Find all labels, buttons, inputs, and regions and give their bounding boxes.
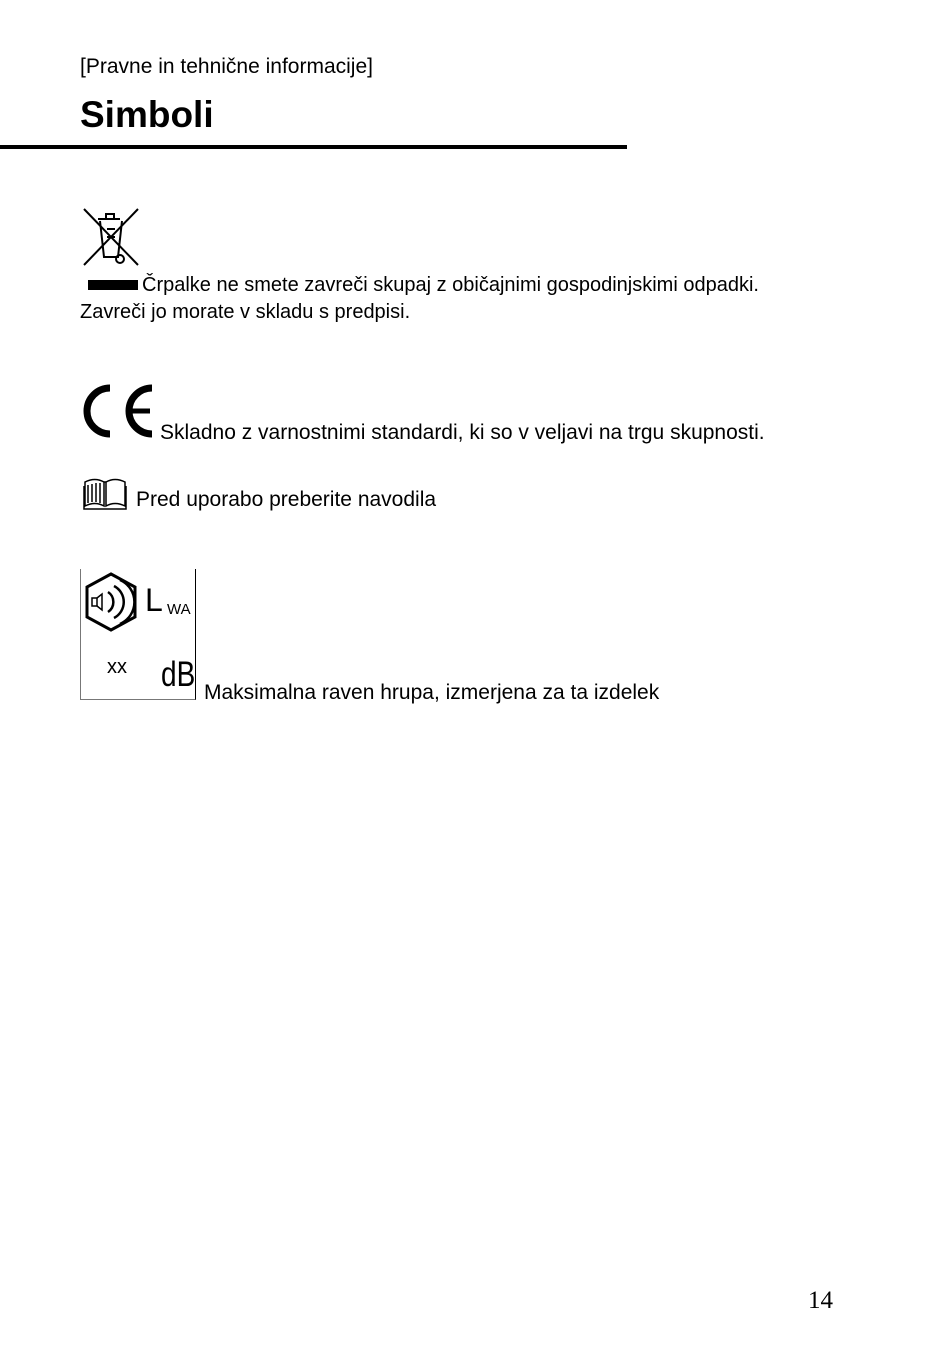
noise-description: Maksimalna raven hrupa, izmerjena za ta izdelek <box>204 681 660 704</box>
section-label: [Pravne in tehnične informacije] <box>80 55 373 78</box>
lwa-letter: L <box>145 582 163 618</box>
noise-level-icon <box>84 572 139 632</box>
ce-description: Skladno z varnostnimi standardi, ki so v veljavi na trgu skupnosti. <box>160 421 765 444</box>
weee-description: Črpalke ne smete zavreči skupaj z običajnimi gospodinjskimi odpadki. Zavreči jo morate v skladu s predpisi. <box>80 274 759 323</box>
open-book-icon <box>82 476 128 510</box>
noise-value: xx <box>107 656 127 678</box>
crossed-out-wheeled-bin-icon <box>82 207 142 269</box>
noise-unit: dB <box>161 655 196 694</box>
title-divider <box>0 145 627 149</box>
page-number: 14 <box>808 1287 833 1314</box>
book-description: Pred uporabo preberite navodila <box>136 488 437 511</box>
noise-level-label <box>80 569 196 700</box>
page-title: Simboli <box>80 94 214 135</box>
lwa-subscript: WA <box>167 601 191 618</box>
ce-mark-icon <box>80 382 158 440</box>
